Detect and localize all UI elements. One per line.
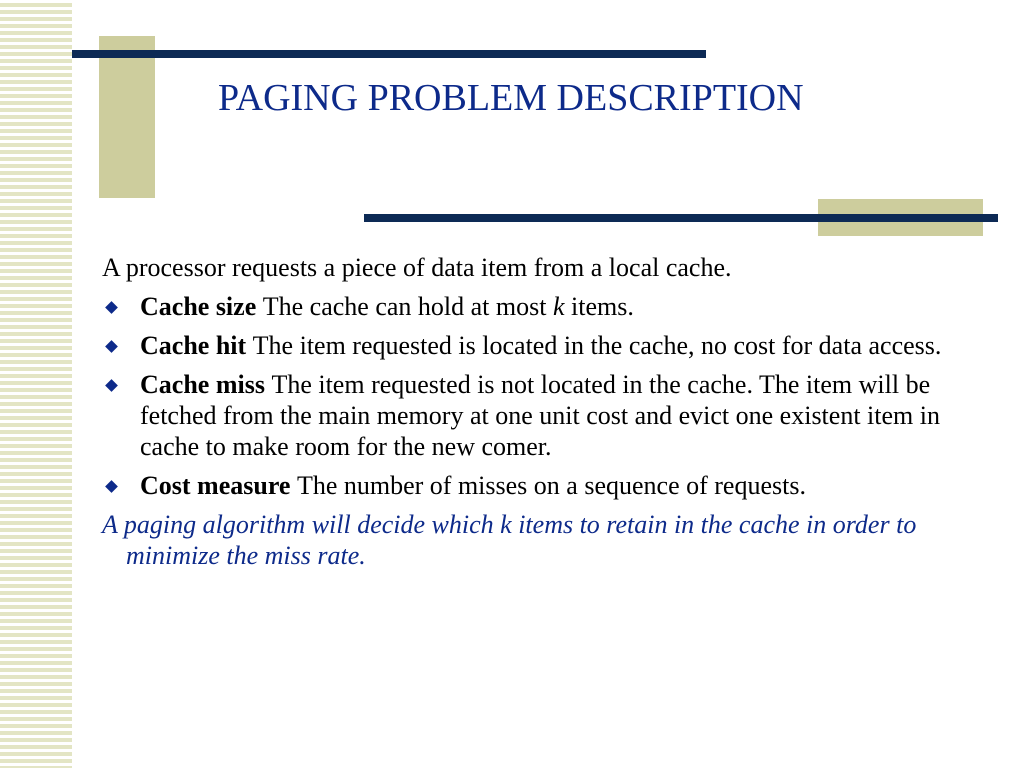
- title-top-rule: [72, 50, 706, 58]
- bullet-text-end: items.: [564, 292, 634, 321]
- title-bottom-rule: [364, 214, 998, 222]
- bullet-text: The number of misses on a sequence of requests.: [296, 471, 806, 500]
- bullet-text: The item requested is not located in the cache. The item will be fetched from the main memory at one unit cost and evict one existent item in cache to make room for the new comer.: [140, 370, 940, 461]
- bullet-cache-size: [102, 291, 982, 322]
- bullet-term: Cost measure: [140, 471, 297, 500]
- bullet-term: Cache miss: [140, 370, 272, 399]
- bullet-list: [102, 291, 982, 501]
- diamond-bullet-icon: [105, 301, 118, 314]
- diamond-bullet-icon: [105, 379, 118, 392]
- decorative-tan-block-top: [99, 36, 155, 198]
- bullet-text: The item requested is located in the cache, no cost for data access.: [252, 331, 942, 360]
- bullet-cache-hit: [102, 330, 982, 361]
- bullet-term: Cache size: [140, 292, 263, 321]
- diamond-bullet-icon: [105, 340, 118, 353]
- bullet-cache-miss: [102, 369, 982, 462]
- variable-k: k: [552, 292, 565, 321]
- decorative-stripes: [0, 0, 72, 768]
- slide-body: [102, 252, 982, 571]
- bullet-term: Cache hit: [140, 331, 253, 360]
- diamond-bullet-icon: [105, 480, 118, 493]
- bullet-text: The cache can hold at most: [262, 292, 553, 321]
- closing-statement: A paging algorithm will decide which k items to retain in the cache in order to minimize the miss rate.: [102, 510, 917, 570]
- intro-text: A processor requests a piece of data item from a local cache.: [102, 253, 732, 282]
- bullet-cost-measure: [102, 470, 982, 501]
- slide-title: PAGING PROBLEM DESCRIPTION: [218, 77, 804, 119]
